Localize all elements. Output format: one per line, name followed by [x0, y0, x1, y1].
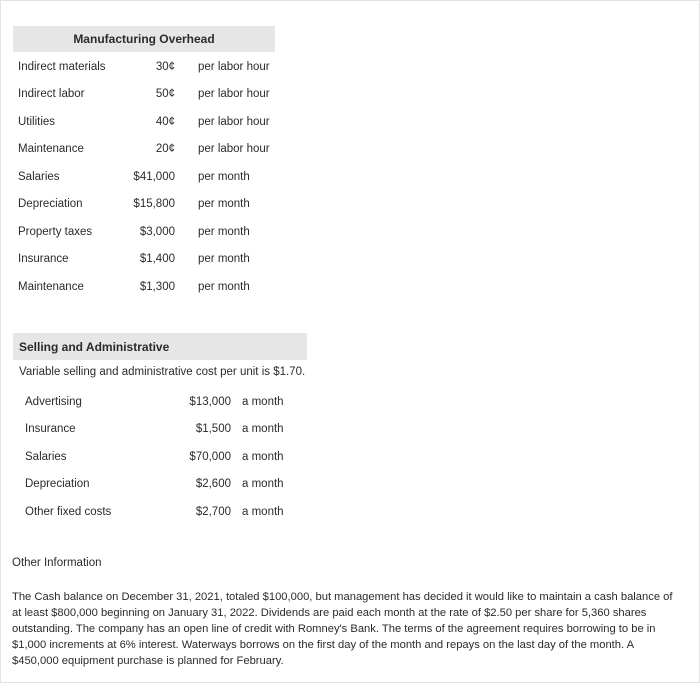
- overhead-label: Indirect materials: [18, 61, 106, 73]
- overhead-amount: 20¢: [155, 143, 175, 155]
- overhead-unit: per labor hour: [198, 61, 270, 73]
- sga-unit: a month: [242, 423, 284, 435]
- overhead-unit: per month: [198, 171, 250, 183]
- sga-label: Salaries: [25, 451, 67, 463]
- overhead-label: Salaries: [18, 171, 60, 183]
- overhead-unit: per month: [198, 253, 250, 265]
- sga-label: Advertising: [25, 396, 82, 408]
- sga-unit: a month: [242, 506, 284, 518]
- overhead-label: Maintenance: [18, 143, 84, 155]
- overhead-row: [0, 112, 300, 132]
- overhead-unit: per labor hour: [198, 143, 270, 155]
- overhead-unit: per month: [198, 281, 250, 293]
- sga-label: Insurance: [25, 423, 76, 435]
- sga-row: [0, 392, 320, 412]
- overhead-unit: per month: [198, 198, 250, 210]
- manufacturing-overhead-title: Manufacturing Overhead: [73, 32, 215, 46]
- overhead-row: [0, 139, 300, 159]
- sga-amount: $2,700: [195, 506, 231, 518]
- sga-label: Depreciation: [25, 478, 90, 490]
- selling-admin-note: Variable selling and administrative cost per unit is $1.70.: [19, 366, 306, 378]
- sga-amount: $1,500: [195, 423, 231, 435]
- overhead-unit: per labor hour: [198, 116, 270, 128]
- selling-admin-title: Selling and Administrative: [19, 339, 170, 354]
- overhead-label: Property taxes: [18, 226, 93, 238]
- overhead-unit: per labor hour: [198, 88, 270, 100]
- overhead-amount: $3,000: [139, 226, 175, 238]
- sga-amount: $2,600: [195, 478, 231, 490]
- overhead-row: [0, 222, 300, 242]
- manufacturing-overhead-header: [13, 26, 275, 52]
- overhead-row: [0, 249, 300, 269]
- overhead-label: Indirect labor: [18, 88, 85, 100]
- overhead-amount: 50¢: [155, 88, 175, 100]
- overhead-label: Insurance: [18, 253, 69, 265]
- overhead-amount: $1,300: [139, 281, 175, 293]
- sga-row: [0, 419, 320, 439]
- overhead-unit: per month: [198, 226, 250, 238]
- other-information-paragraph: The Cash balance on December 31, 2021, totaled $100,000, but management has decided it would like to maintain a cash balance of at least $800,000 beginning on January 31, 2022. Dividends are paid each month at the rate of $2.50 per share for 5,360 shares outstanding. The company has an open line of credit with Romney's Bank. The terms of the agreement requires borrowing to be in $1,000 increments at 6% interest. Waterways borrows on the first day of the month and repays on the last day of the month. A $450,000 equipment purchase is planned for February.: [12, 591, 673, 667]
- overhead-amount: 30¢: [155, 61, 175, 73]
- overhead-label: Depreciation: [18, 198, 83, 210]
- other-information-title: Other Information: [12, 557, 102, 569]
- sga-unit: a month: [242, 396, 284, 408]
- overhead-amount: $1,400: [139, 253, 175, 265]
- overhead-label: Utilities: [18, 116, 56, 128]
- overhead-row: [0, 194, 300, 214]
- sga-amount: $70,000: [189, 451, 231, 463]
- sga-unit: a month: [242, 451, 284, 463]
- overhead-row: [0, 167, 300, 187]
- overhead-row: [0, 84, 300, 104]
- sga-label: Other fixed costs: [25, 506, 112, 518]
- overhead-row: [0, 277, 300, 297]
- overhead-row: [0, 57, 300, 77]
- overhead-amount: 40¢: [155, 116, 175, 128]
- sga-amount: $13,000: [189, 396, 231, 408]
- sga-unit: a month: [242, 478, 284, 490]
- sga-row: [0, 447, 320, 467]
- sga-row: [0, 474, 320, 494]
- overhead-amount: $41,000: [133, 171, 175, 183]
- sga-row: [0, 502, 320, 522]
- selling-admin-header: [13, 333, 307, 360]
- overhead-label: Maintenance: [18, 281, 84, 293]
- overhead-amount: $15,800: [133, 198, 175, 210]
